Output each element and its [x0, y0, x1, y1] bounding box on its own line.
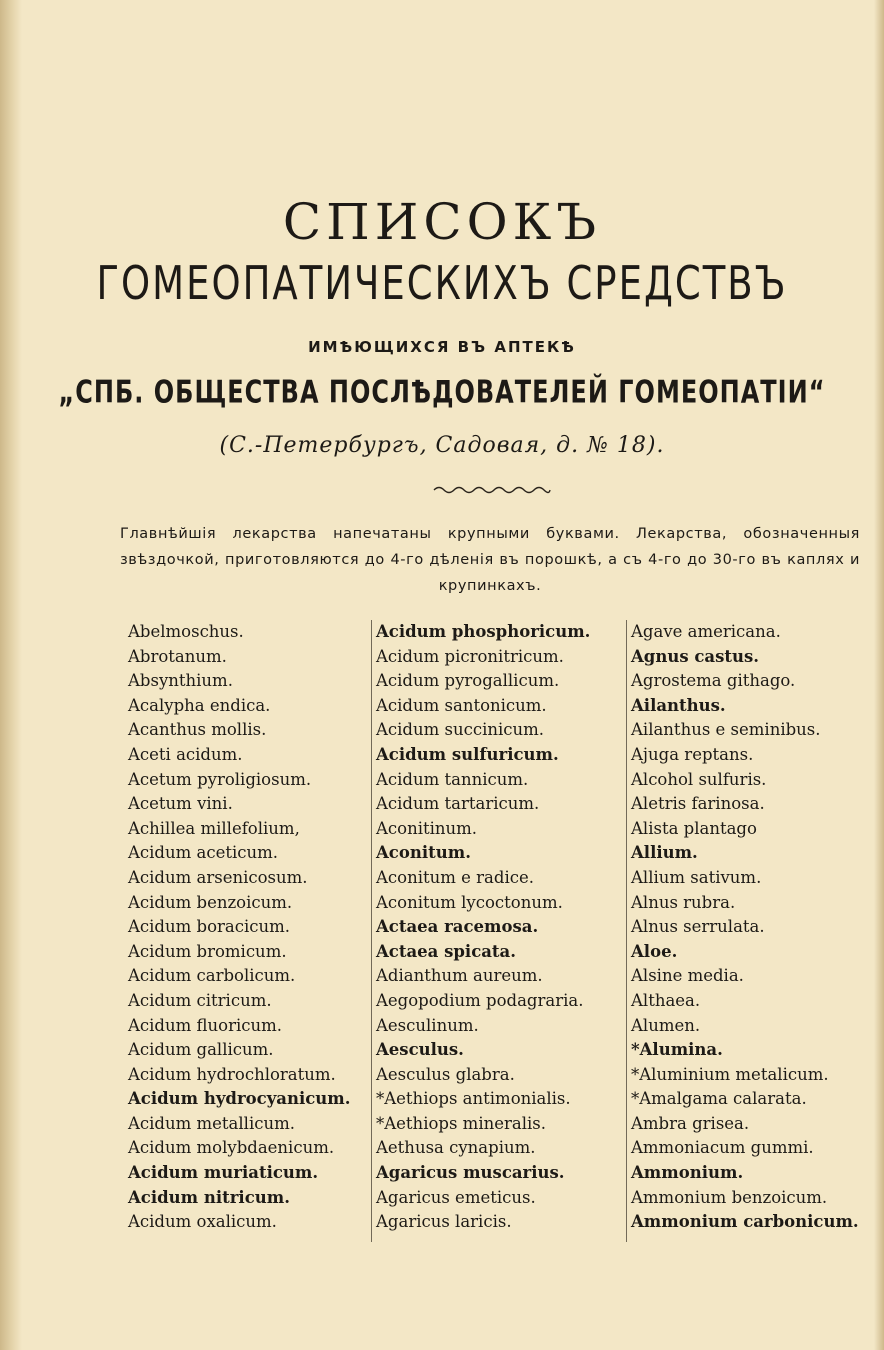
remedy-entry: Aceti acidum.	[128, 744, 243, 764]
remedy-entry: Allium sativum.	[631, 867, 762, 887]
remedy-entry: Acidum phosphoricum.	[376, 622, 591, 641]
remedy-entry: Acidum gallicum.	[128, 1040, 274, 1060]
remedy-entry: Agaricus emeticus.	[376, 1187, 536, 1207]
remedy-entry: Acidum sulfuricum.	[376, 744, 559, 764]
remedy-entry: Acidum nitricum.	[128, 1187, 290, 1207]
remedy-entry: Alnus serrulata.	[631, 917, 765, 937]
remedy-entry: Ambra grisea.	[631, 1113, 750, 1133]
remedy-entry: Acidum arsenicosum.	[128, 867, 308, 887]
column-divider-2	[626, 620, 627, 1242]
remedy-entry: Agaricus laricis.	[376, 1212, 512, 1232]
remedy-entry: Acidum fluoricum.	[128, 1015, 283, 1035]
remedy-entry: Alumen.	[631, 1015, 701, 1035]
remedy-entry: Ajuga reptans.	[631, 744, 754, 764]
remedy-entry: Ailanthus e seminibus.	[631, 720, 821, 740]
address-line: (С.-Петербургъ, Садовая, д. № 18).	[219, 433, 665, 458]
remedy-entry: Abelmoschus.	[128, 622, 244, 641]
remedy-column-3	[631, 620, 859, 1235]
remedy-entry: Acidum molybdaenicum.	[128, 1138, 335, 1158]
legend-note: Главнѣйшія лекарства напечатаны крупными буквами. Лекарства, обозначенныя звѣздочкой, приготовляются до 4-го дѣленія въ порошкѣ, а съ 4-го до 30-го въ каплях и крупинкахъ.	[120, 526, 860, 594]
remedy-entry: Agrostema githago.	[631, 671, 796, 691]
remedy-entry: Acidum santonicum.	[376, 695, 547, 715]
remedy-entry: *Aethiops antimonialis.	[376, 1089, 571, 1109]
remedy-entry: Aethusa cynapium.	[376, 1138, 536, 1158]
remedy-entry: Ammonium.	[631, 1163, 744, 1183]
remedy-entry: Achillea millefolium,	[128, 818, 300, 838]
remedy-entry: Alsine media.	[631, 966, 744, 986]
ornament-divider-icon	[432, 483, 552, 497]
remedy-entry: Ammonium benzoicum.	[631, 1187, 828, 1207]
remedy-entry: Alcohol sulfuris.	[631, 769, 767, 789]
remedy-entry: Aletris farinosa.	[631, 794, 765, 814]
remedy-entry: Aegopodium podagraria.	[376, 990, 584, 1010]
remedy-entry: Alista plantago	[631, 818, 757, 838]
remedy-entry: Aconitum.	[376, 843, 471, 863]
column-divider-1	[371, 620, 372, 1242]
remedy-entry: Allium.	[631, 843, 698, 863]
page-title: СПИСОКЪ	[282, 193, 602, 251]
remedy-column-1	[128, 620, 351, 1235]
remedy-entry: Aconitum lycoctonum.	[376, 892, 563, 912]
remedy-entry: Acetum pyroligiosum.	[128, 769, 312, 789]
remedy-entry: Acidum hydrochloratum.	[128, 1064, 336, 1084]
remedy-entry: Adianthum aureum.	[376, 966, 543, 986]
remedy-entry: Acalypha endica.	[128, 695, 271, 715]
remedy-entry: Acidum hydrocyanicum.	[128, 1089, 351, 1109]
remedy-entry: Aloe.	[631, 941, 678, 961]
remedy-entry: Acidum carbolicum.	[128, 966, 296, 986]
remedy-entry: Acidum citricum.	[128, 990, 272, 1010]
remedy-entry: *Aluminium metalicum.	[631, 1064, 829, 1084]
remedy-entry: Althaea.	[631, 990, 701, 1010]
page-subtitle: ГОМЕОПАТИЧЕСКИХЪ СРЕДСТВЪ	[96, 256, 788, 311]
remedy-entry: Abrotanum.	[128, 646, 227, 666]
remedy-entry: Actaea racemosa.	[376, 917, 539, 937]
remedy-entry: Acidum picronitricum.	[376, 646, 564, 666]
remedy-entry: Acidum bromicum.	[128, 941, 287, 961]
pharmacy-line: ИМѢЮЩИХСЯ ВЪ АПТЕКѢ	[308, 338, 576, 356]
remedy-entry: Acetum vini.	[128, 794, 233, 814]
remedy-entry: Acidum benzoicum.	[128, 892, 293, 912]
remedy-entry: Actaea spicata.	[376, 941, 516, 961]
remedy-entry: Acidum tannicum.	[376, 769, 529, 789]
remedy-entry: Acidum metallicum.	[128, 1113, 295, 1133]
remedy-entry: Acidum tartaricum.	[376, 794, 540, 814]
remedy-entry: Agnus castus.	[631, 646, 760, 666]
remedy-entry: Acidum succinicum.	[376, 720, 545, 740]
remedy-entry: Acidum aceticum.	[128, 843, 279, 863]
society-name: „СПБ. ОБЩЕСТВА ПОСЛѢДОВАТЕЛЕЙ ГОМЕОПАТІИ“	[58, 373, 826, 411]
remedy-entry: Alnus rubra.	[631, 892, 736, 912]
remedy-entry: *Alumina.	[631, 1040, 723, 1060]
remedy-entry: Agave americana.	[631, 622, 781, 641]
remedy-entry: Ailanthus.	[631, 695, 726, 715]
remedy-entry: Aesculus glabra.	[376, 1064, 515, 1084]
remedy-entry: Aconitum e radice.	[376, 867, 534, 887]
remedy-entry: Ammoniacum gummi.	[631, 1138, 814, 1158]
remedy-entry: Acidum boracicum.	[128, 917, 291, 937]
remedy-entry: *Amalgama calarata.	[631, 1089, 807, 1109]
remedy-entry: Aesculinum.	[376, 1015, 479, 1035]
remedy-entry: Acidum pyrogallicum.	[376, 671, 560, 691]
remedy-entry: Ammonium carbonicum.	[631, 1212, 859, 1232]
remedy-entry: *Aethiops mineralis.	[376, 1113, 546, 1133]
remedy-entry: Agaricus muscarius.	[376, 1163, 565, 1183]
remedy-column-2	[376, 620, 590, 1235]
remedy-entry: Acidum muriaticum.	[128, 1163, 319, 1183]
remedy-entry: Acanthus mollis.	[128, 720, 267, 740]
remedy-entry: Aesculus.	[376, 1040, 464, 1060]
remedy-entry: Acidum oxalicum.	[128, 1212, 277, 1232]
remedy-entry: Aconitinum.	[376, 818, 478, 838]
remedy-entry: Absynthium.	[128, 671, 233, 691]
